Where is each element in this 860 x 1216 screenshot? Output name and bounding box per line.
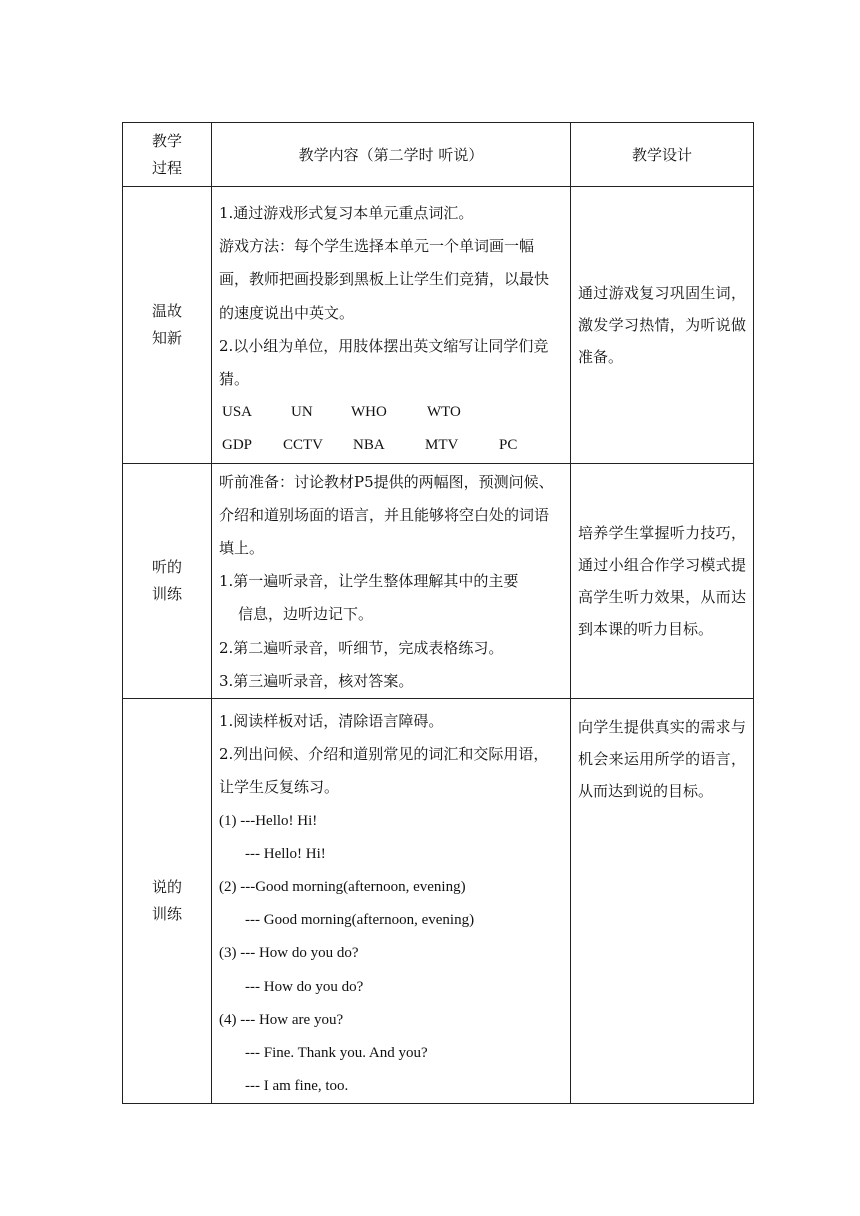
stage-label-line1: 说的	[151, 878, 182, 897]
content-line: 1.阅读样板对话，清除语言障碍。	[219, 712, 444, 731]
abbreviation: UN	[291, 404, 313, 421]
design-cell: 向学生提供真实的需求与机会来运用所学的语言，从而达到说的目标。	[571, 699, 754, 1104]
header-design-cell: 教学设计	[571, 123, 754, 187]
content-line: 3.第三遍听录音，核对答案。	[219, 671, 414, 690]
header-content-cell: 教学内容（第二学时 听说）	[212, 123, 571, 187]
stage-label-line2: 知新	[151, 328, 182, 347]
table-row	[123, 187, 754, 464]
design-cell: 通过游戏复习巩固生词，激发学习热情，为听说做准备。	[571, 187, 754, 464]
dialogue-line: --- How do you do?	[245, 978, 364, 995]
stage-label-line2: 训练	[151, 905, 182, 924]
dialogue-line: --- Fine. Thank you. And you?	[245, 1045, 428, 1062]
content-cell	[212, 463, 571, 698]
stage-cell	[123, 187, 212, 464]
abbreviation: WHO	[351, 404, 387, 421]
design-cell: 培养学生掌握听力技巧，通过小组合作学习模式提高学生听力效果，从而达到本课的听力目标。	[571, 463, 754, 698]
abbreviation: USA	[222, 404, 253, 421]
abbreviation-row-2	[219, 429, 563, 462]
content-line: 信息，边听边记下。	[238, 605, 374, 624]
content-paragraph: 2.列出问候、介绍和道别常见的词汇和交际用语，让学生反复练习。	[219, 745, 549, 797]
header-row	[123, 123, 754, 187]
stage-label-line1: 听的	[151, 557, 182, 576]
lesson-plan-table	[122, 122, 754, 1104]
dialogue-line: --- I am fine, too.	[245, 1078, 349, 1095]
abbreviation: MTV	[425, 437, 459, 454]
dialogue-line: --- Good morning(afternoon, evening)	[245, 912, 475, 929]
header-process-line2: 过程	[151, 158, 182, 177]
content-paragraph: 2.以小组为单位，用肢体摆出英文缩写让同学们竞猜。	[219, 336, 549, 389]
dialogue-line: (4) --- How are you?	[219, 1011, 344, 1028]
stage-cell	[123, 463, 212, 698]
header-process-cell	[123, 123, 212, 187]
abbreviation: PC	[499, 437, 518, 454]
abbreviation: CCTV	[283, 437, 324, 454]
stage-label-line2: 训练	[151, 584, 182, 603]
dialogue-line: (2) ---Good morning(afternoon, evening)	[219, 879, 466, 896]
stage-cell	[123, 699, 212, 1104]
abbreviation: GDP	[222, 437, 253, 454]
abbreviation: WTO	[427, 404, 461, 421]
content-line: 2.第二遍听录音，听细节，完成表格练习。	[219, 638, 504, 657]
content-line: 1.通过游戏形式复习本单元重点词汇。	[219, 204, 474, 222]
dialogue-line: (1) ---Hello! Hi!	[219, 812, 318, 829]
dialogue-line: (3) --- How do you do?	[219, 945, 359, 962]
content-paragraph: 游戏方法：每个学生选择本单元一个单词画一幅画，教师把画投影到黑板上让学生们竞猜，以最快的速度说出中英文。	[219, 237, 550, 322]
abbreviation-row-1	[219, 396, 563, 429]
table-row	[123, 463, 754, 698]
content-cell	[212, 699, 571, 1104]
abbreviation: NBA	[353, 437, 385, 454]
content-paragraph: 听前准备：讨论教材P5提供的两幅图，预测问候、介绍和道别场面的语言，并且能够将空白处的词语填上。	[219, 472, 554, 558]
content-line: 1.第一遍听录音，让学生整体理解其中的主要	[219, 572, 519, 591]
content-cell	[212, 187, 571, 464]
dialogue-line: --- Hello! Hi!	[245, 845, 326, 862]
header-process-line1: 教学	[151, 131, 182, 150]
table-row	[123, 699, 754, 1104]
stage-label-line1: 温故	[151, 301, 182, 320]
